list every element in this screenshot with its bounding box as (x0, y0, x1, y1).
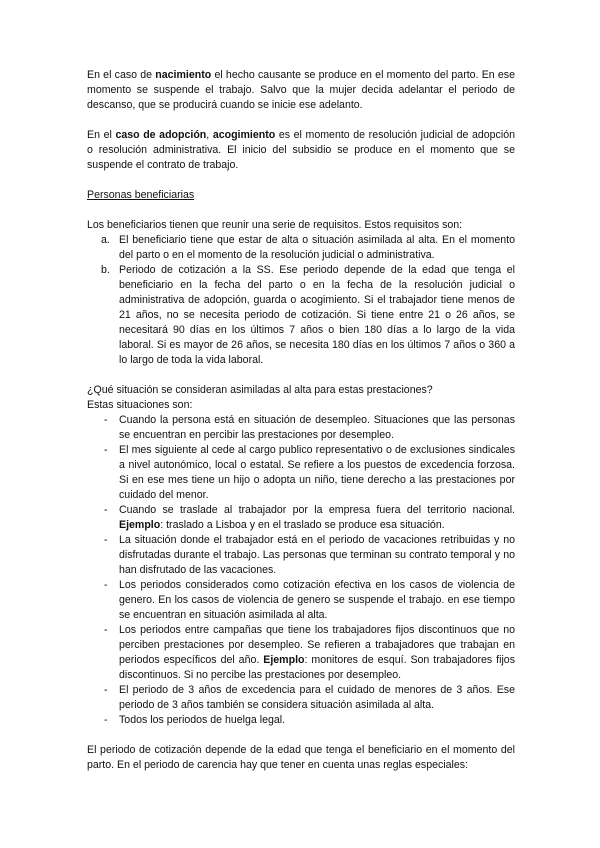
dash-marker: - (104, 714, 108, 726)
situation-item (87, 713, 515, 728)
situation-item (87, 683, 515, 713)
question-line: ¿Qué situación se consideran asimiladas al alta para estas prestaciones? (87, 384, 433, 396)
situation-text: Cuando se traslade al trabajador por la empresa fuera del territorio nacional. (119, 504, 515, 516)
dash-marker: - (104, 684, 108, 696)
situation-text: La situación donde el trabajador está en el periodo de vacaciones retribuidas y no disfrutadas durante el trabajo. Las personas que terminan su contrato temporal y no han disfrutado de las vacaciones. (119, 534, 515, 576)
bold-term-acogimiento: acogimiento (212, 129, 276, 141)
situations-intro: Estas situaciones son: (87, 399, 193, 411)
requirement-text: El beneficiario tiene que estar de alta o situación asimilada al alta. En el momento del parto o en el momento de la resolución judicial o administrativa. (119, 234, 515, 261)
situation-item (87, 578, 515, 623)
situation-text: : traslado a Lisboa y en el traslado se produce esa situación. (160, 519, 445, 531)
bold-term-adopcion: caso de adopción (115, 129, 207, 141)
paragraph-adoption (87, 128, 515, 173)
text-span: el hecho causante se produce en el momento del parto. En ese momento se suspende el trabajo. Salvo que la mujer decida adelantar el periodo de descanso, que se producirá cuando se inicie ese adelanto. (87, 69, 515, 111)
bold-term-nacimiento: nacimiento (155, 69, 212, 81)
bold-example-label: Ejemplo (119, 519, 161, 531)
dash-marker: - (104, 444, 108, 456)
situation-item (87, 623, 515, 683)
document-page (87, 68, 515, 773)
text-span: En el caso de (87, 69, 156, 81)
requirement-item (87, 233, 515, 263)
bold-example-label: Ejemplo (263, 654, 305, 666)
situation-item (87, 443, 515, 503)
dash-marker: - (104, 579, 108, 591)
section-heading: Personas beneficiarias (87, 189, 195, 201)
situation-text: : monitores de esquí. Son trabajadores fijos discontinuos. Si no percibe las prestaciones por desempleo. (119, 654, 515, 681)
situation-item (87, 413, 515, 443)
situation-text: El periodo de 3 años de excedencia para el cuidado de menores de 3 años. Ese periodo de 3 años también se considera situación asimilada al alta. (119, 684, 515, 711)
text-span: En el (87, 129, 116, 141)
situation-text: Los periodos entre campañas que tiene los trabajadores fijos discontinuos que no perciben prestaciones por desempleo. Se refieren a trabajadores que trabajan en periodos específicos del año. (119, 624, 515, 666)
requirements-intro: Los beneficiarios tienen que reunir una serie de requisitos. Estos requisitos son: (87, 219, 463, 231)
dash-marker: - (104, 414, 108, 426)
requirements-list (87, 233, 515, 368)
situation-item (87, 533, 515, 578)
situations-list (87, 413, 515, 728)
requirement-text: Periodo de cotización a la SS. Ese periodo depende de la edad que tenga el beneficiario en la fecha del parto o en la fecha de la resolución judicial o administrativa de adopción, guarda o acogimiento. Si el trabajador tiene menos de 21 años, no se necesita periodo de cotización. Si tiene entre 21 o 26 años, se necesitará 90 días en los últimos 7 años o bien 180 días a lo largo de la vida laboral. Si es mayor de 26 años, se necesita 180 días en los últimos 7 años o 360 a lo largo de toda la vida laboral. (119, 264, 515, 366)
list-marker: b. (101, 264, 110, 276)
dash-marker: - (104, 624, 108, 636)
situation-text: Los periodos considerados como cotización efectiva en los casos de violencia de genero. En los casos de violencia de genero se suspende el trabajo. en ese tiempo se encuentran en situación asimilada al alta. (119, 579, 515, 621)
situation-text: El mes siguiente al cede al cargo publico representativo o de exclusiones sindicales a nivel autonómico, local o estatal. Se refiere a los puestos de excedencia forzosa. Si en ese mes tiene un hijo o adopta un niño, tiene derecho a las prestaciones por cuidado del menor. (119, 444, 515, 501)
situation-item (87, 503, 515, 533)
dash-marker: - (104, 534, 108, 546)
closing-paragraph: El periodo de cotización depende de la edad que tenga el beneficiario en el momento del parto. En el periodo de carencia hay que tener en cuenta unas reglas especiales: (87, 744, 515, 771)
situation-text: Todos los periodos de huelga legal. (119, 714, 286, 726)
text-span: , (206, 129, 213, 141)
situation-text: Cuando la persona está en situación de desempleo. Situaciones que las personas se encuentran en percibir las prestaciones por desempleo. (119, 414, 515, 441)
requirement-item (87, 263, 515, 368)
paragraph-birth (87, 68, 515, 113)
text-span: es el momento de resolución judicial de adopción o resolución administrativa. El inicio del subsidio se produce en el momento que se suspende el contrato de trabajo. (87, 129, 515, 171)
list-marker: a. (101, 234, 110, 246)
dash-marker: - (104, 504, 108, 516)
